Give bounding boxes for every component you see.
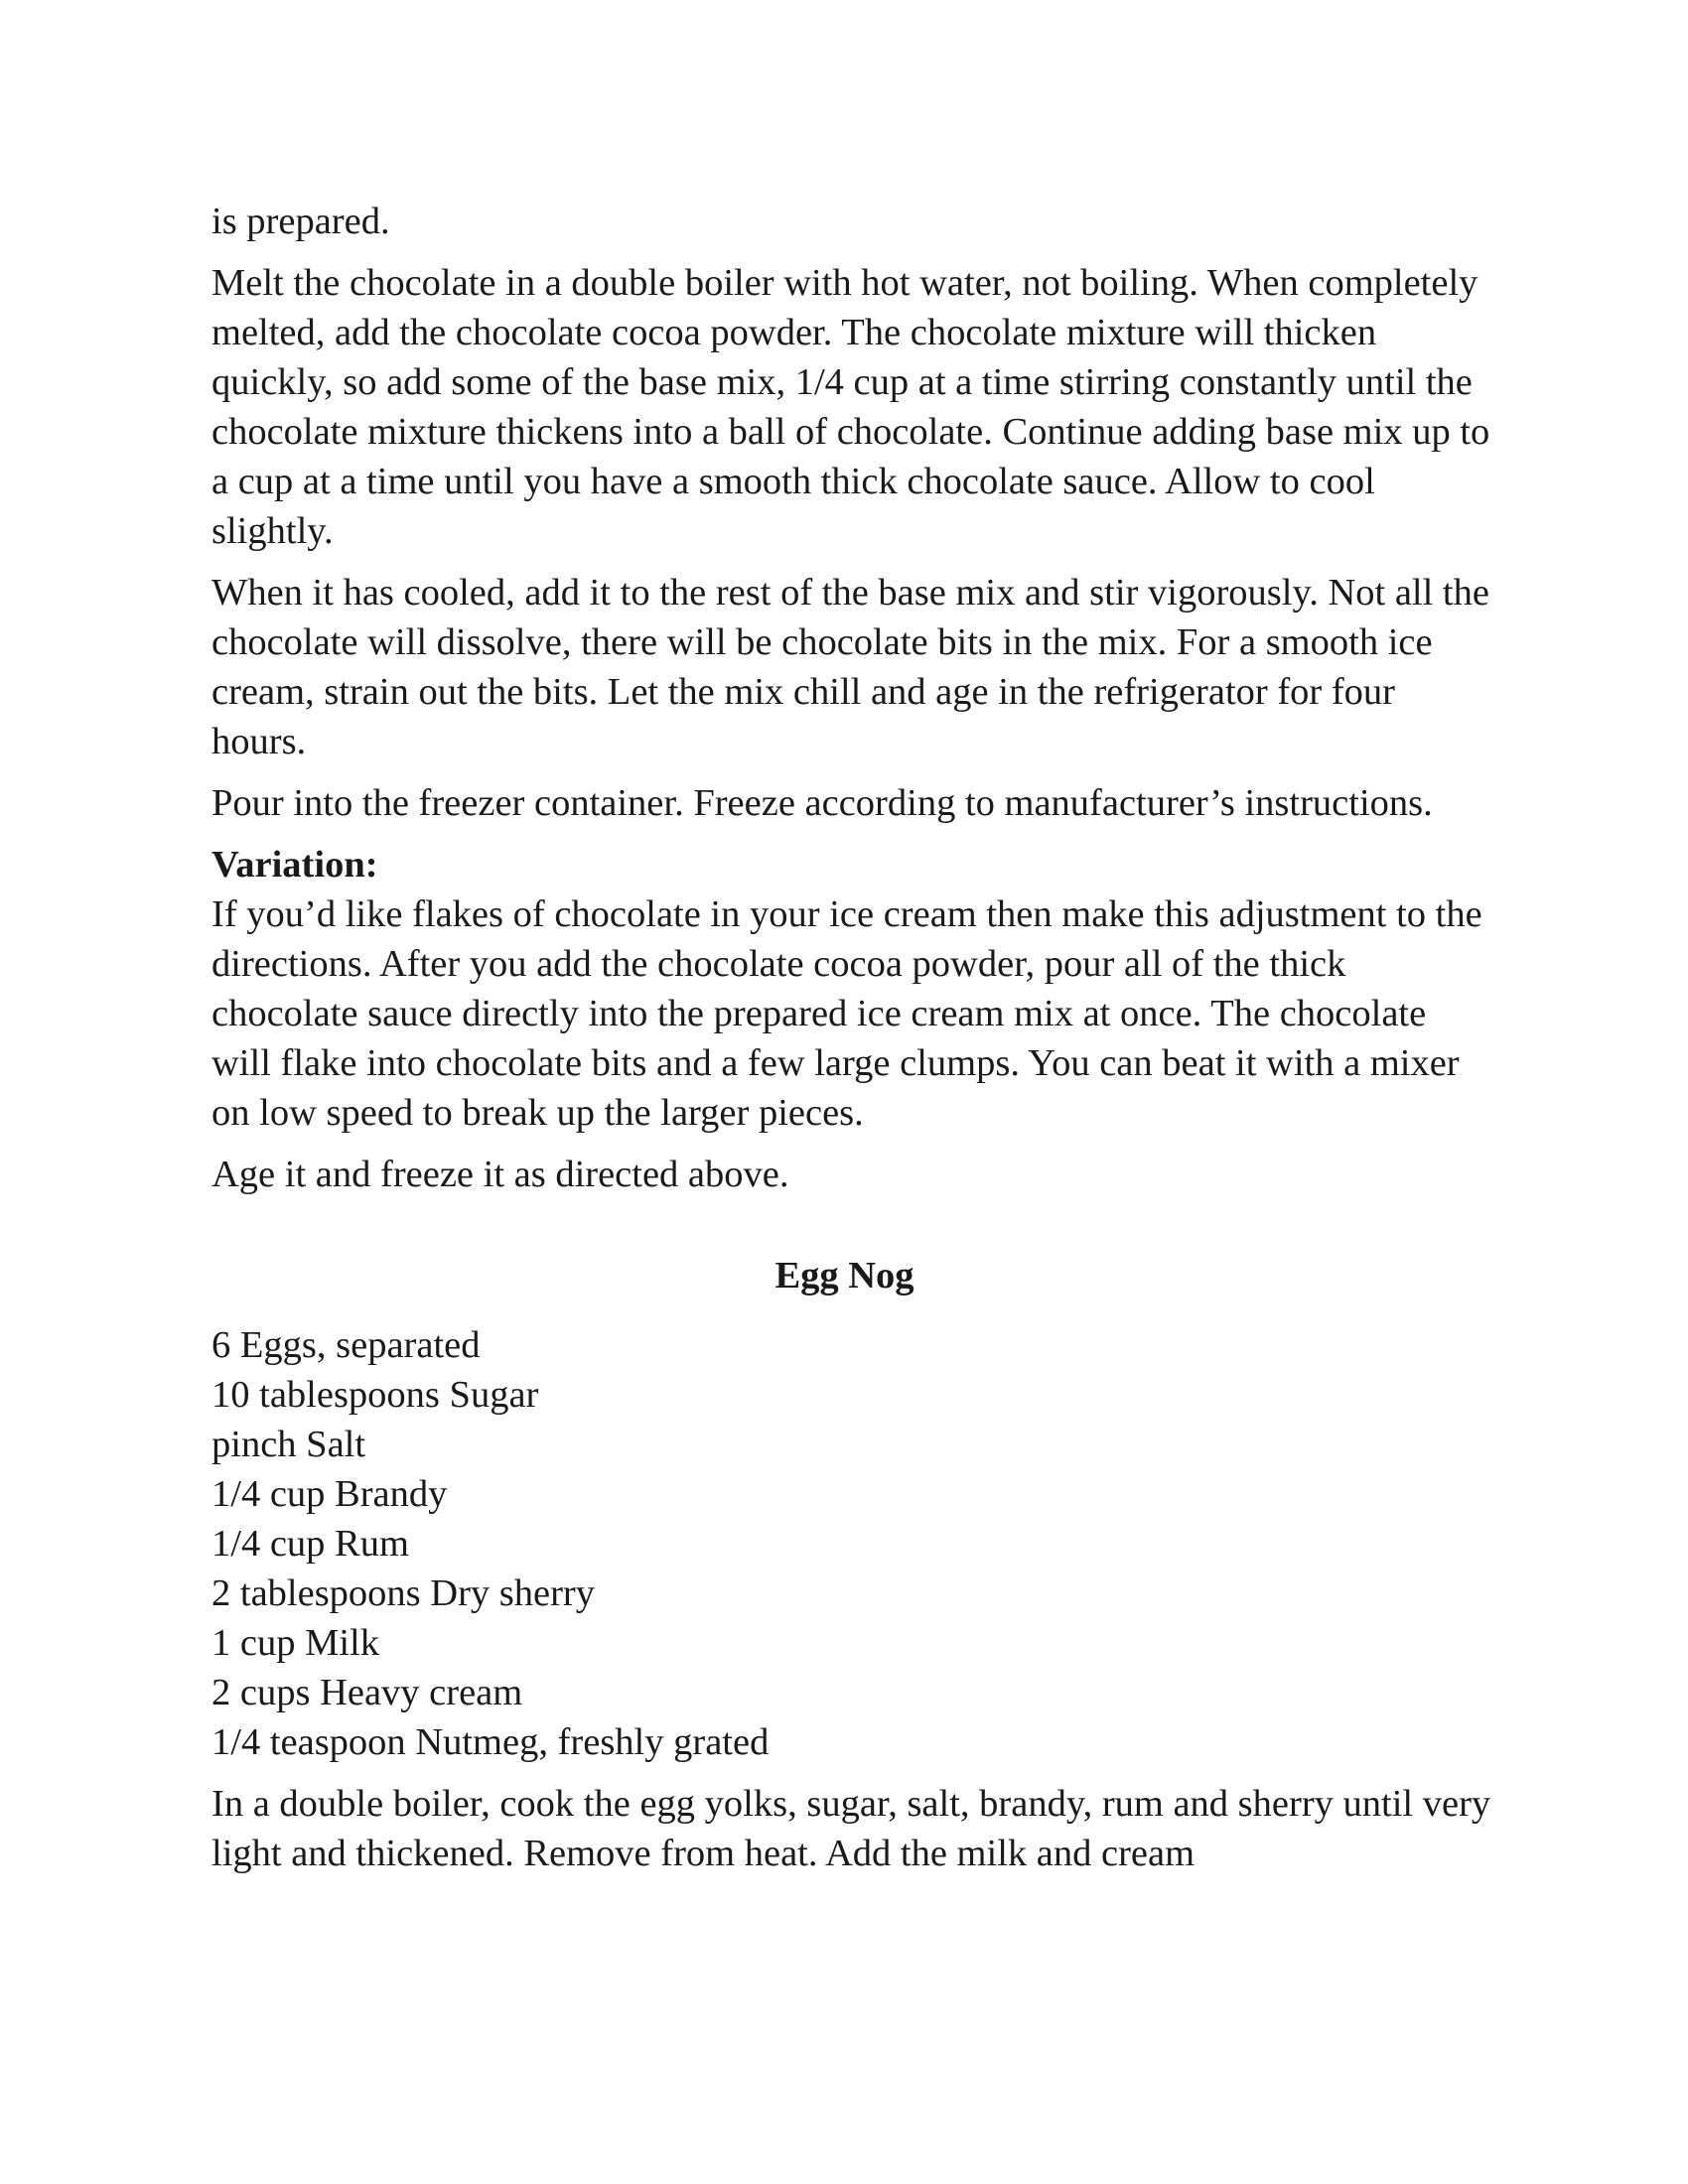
ingredient-item: 1/4 cup Rum [211,1523,409,1565]
ingredient-list [211,1320,1492,1767]
ingredient-item: 10 tablespoons Sugar [211,1374,539,1416]
continuation-text: is prepared. [211,201,390,242]
ingredient-item: 1 cup Milk [211,1622,379,1664]
directions-paragraph: In a double boiler, cook the egg yolks, sugar, salt, brandy, rum and sherry until very light and thickened. Remove from heat. Add the milk and cream [211,1783,1491,1874]
instruction-paragraph: Pour into the freezer container. Freeze according to manufacturer’s instructions. [211,782,1433,824]
variation-heading: Variation: [211,844,378,886]
ingredient-item: 2 tablespoons Dry sherry [211,1572,595,1614]
document-page [211,197,1492,1890]
variation-closing: Age it and freeze it as directed above. [211,1154,789,1195]
ingredient-item: 1/4 cup Brandy [211,1473,448,1515]
variation-paragraph: If you’d like flakes of chocolate in your ice cream then make this adjustment to the directions. After you add the chocolate cocoa powder, pour all of the thick chocolate sauce directly into the prepared ice cream mix at once. The chocolate will flake into chocolate bits and a few large clumps. You can beat it with a mixer on low speed to break up the larger pieces. [211,893,1482,1134]
ingredient-item: 6 Eggs, separated [211,1324,481,1366]
recipe-title: Egg Nog [774,1255,914,1297]
ingredient-item: 2 cups Heavy cream [211,1672,523,1713]
ingredient-item: pinch Salt [211,1424,366,1465]
instruction-paragraph: Melt the chocolate in a double boiler with hot water, not boiling. When completely melted, add the chocolate cocoa powder. The chocolate mixture will thicken quickly, so add some of the base mix, 1/4 cup at a time stirring constantly until the chocolate mixture thickens into a ball of chocolate. Continue adding base mix up to a cup at a time until you have a smooth thick chocolate sauce. Allow to cool slightly. [211,262,1490,552]
instruction-paragraph: When it has cooled, add it to the rest of the base mix and stir vigorously. Not all the chocolate will dissolve, there will be chocolate bits in the mix. For a smooth ice cream, strain out the bits. Let the mix chill and age in the refrigerator for four hours. [211,572,1489,762]
ingredient-item: 1/4 teaspoon Nutmeg, freshly grated [211,1721,770,1763]
